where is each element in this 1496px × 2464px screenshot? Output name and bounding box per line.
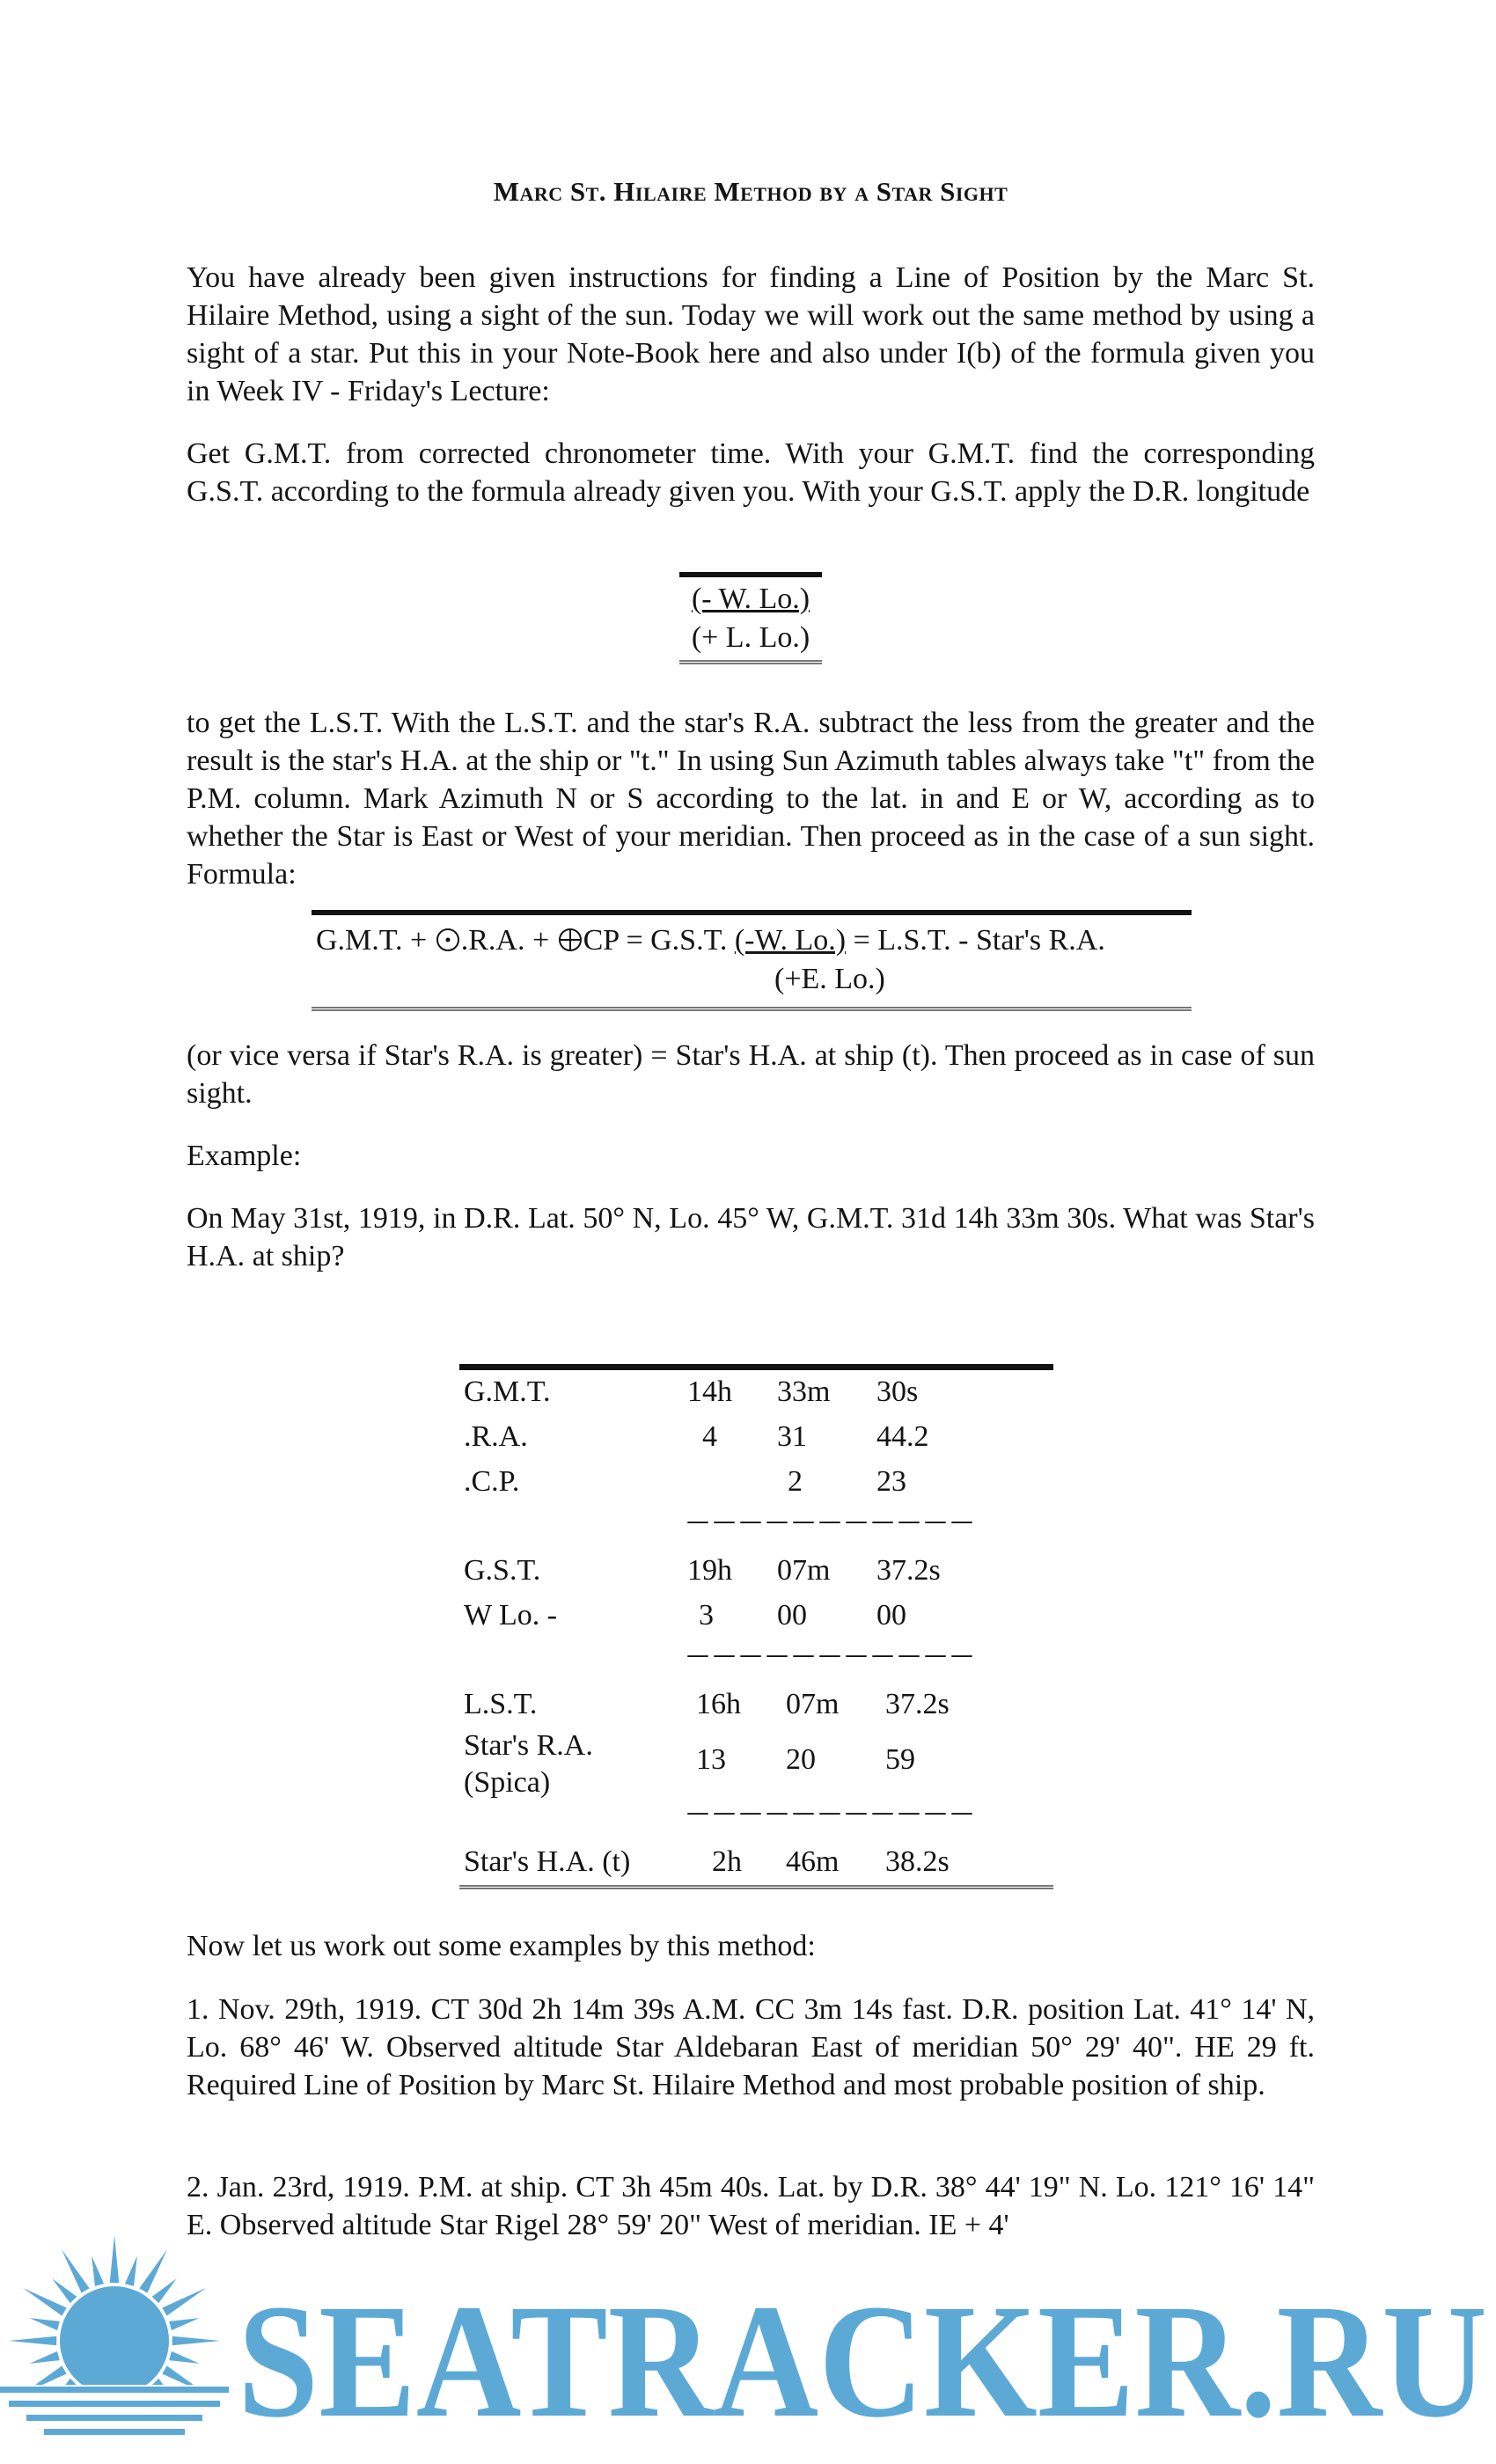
longitude-fraction [679,572,822,664]
sun-ray [169,2351,199,2364]
example-problem-1: 1. Nov. 29th, 1919. CT 30d 2h 14m 39s A.M. CC 3m 14s fast. D.R. position Lat. 41° 14' N, Lo. 68° 46' W. Observed altitude Star Aldebaran East of meridian 50° 29' 40". HE 29 ft. Required Line of Position by Marc St. Hilaire Method and most probable position of ship. [187,1993,1315,2101]
sum-rule: ——————————— [686,1800,977,1826]
formula-west-longitude: (-W. Lo.) [734,924,847,957]
formula-rest: = L.S.T. - Star's R.A. [853,924,1105,957]
watermark-logo [0,2235,1496,2464]
formula-ra: .R.A. + [460,924,550,957]
sun-ray [92,2255,104,2285]
earth-symbol-icon [557,927,583,961]
sun-ray [152,2278,177,2303]
sum-rule: ——————————— [686,1508,977,1535]
instruction-paragraph-3: (or vice versa if Star's R.A. is greater) = Star's H.A. at ship (t). Then proceed as in case of sun sight. [187,1039,1315,1110]
formula-gmt: G.M.T. + [316,924,428,957]
table-row: Star's R.A. (Spica) 13 20 59 [464,1729,915,1799]
table-row: Star's H.A. (t) 2h 46m 38.2s [464,1845,950,1878]
formula-cp: CP = G.S.T. [583,924,728,957]
west-longitude-term: (- W. Lo.) [691,583,810,615]
formula-block [312,910,1192,1011]
table-row: L.S.T. 16h 07m 37.2s [464,1688,950,1720]
table-row: G.S.T. 19h 07m 37.2s [464,1554,941,1587]
sun-ray [29,2318,59,2330]
instruction-paragraph-2: to get the L.S.T. With the L.S.T. and the star's R.A. subtract the less from the greater and the result is the star's H.A. at the ship or "t." In using Sun Azimuth tables always take "t" from the P.M. column. Mark Azimuth N or S according to the lat. in and E or W, according as to whether the Star is East or West of your meridian. Then proceed as in the case of a sun sight. Formula: [187,707,1315,891]
sun-ray [139,2249,167,2293]
sun-ray [9,2336,56,2346]
sun-ray [29,2351,59,2364]
example-computation-table [459,1364,1053,1889]
formula-east-longitude: (+E. Lo.) [774,963,885,995]
example-text: On May 31st, 1919, in D.R. Lat. 50° N, Lo. 45° W, G.M.T. 31d 14h 33m 30s. What was Star's H.A. at ship? [187,1202,1315,1272]
sun-ray [125,2255,137,2285]
sun-ray [23,2288,67,2316]
instruction-paragraph-1: Get G.M.T. from corrected chronometer time. With your G.M.T. find the corresponding G.S.T. according to the formula already given you. With your G.S.T. apply the D.R. longitude [187,437,1315,508]
example-label: Example: [187,1140,302,1172]
sun-ray [110,2235,120,2283]
sun-ray [169,2318,199,2330]
table-row: G.M.T. 14h 33m 30s [464,1375,919,1408]
watermark-text: SEATRACKER.RU [238,2271,1487,2452]
sun-ray [52,2278,77,2303]
sum-rule: ——————————— [686,1642,977,1668]
sun-symbol-icon [435,927,461,961]
sun-ray [62,2249,90,2293]
example-problem-2: 2. Jan. 23rd, 1919. P.M. at ship. CT 3h 45m 40s. Lat. by D.R. 38° 44' 19" N. Lo. 121° 16' 14" E. Observed altitude Star Rigel 28° 59' 20" West of meridian. IE + 4' [187,2171,1315,2241]
table-row: .R.A. 4 31 44.2 [464,1420,929,1453]
sun-ray [162,2288,206,2316]
sun-ray [172,2336,220,2346]
table-row: W Lo. - 3 00 00 [464,1599,906,1632]
examples-intro: Now let us work out some examples by this method: [187,1930,816,1962]
page-title: Marc St. Hilaire Method by a Star Sight [493,176,1008,207]
table-row: .C.P. 2 23 [464,1465,906,1498]
intro-paragraph: You have already been given instructions for finding a Line of Position by the Marc St. Hilaire Method, using a sight of the sun. Today we will work out the same method by using a sight of a star. Put this in your Note-Book here and also under I(b) of the formula given you in Week IV - Friday's Lecture: [187,261,1315,407]
east-longitude-term: (+ L. Lo.) [691,621,810,654]
